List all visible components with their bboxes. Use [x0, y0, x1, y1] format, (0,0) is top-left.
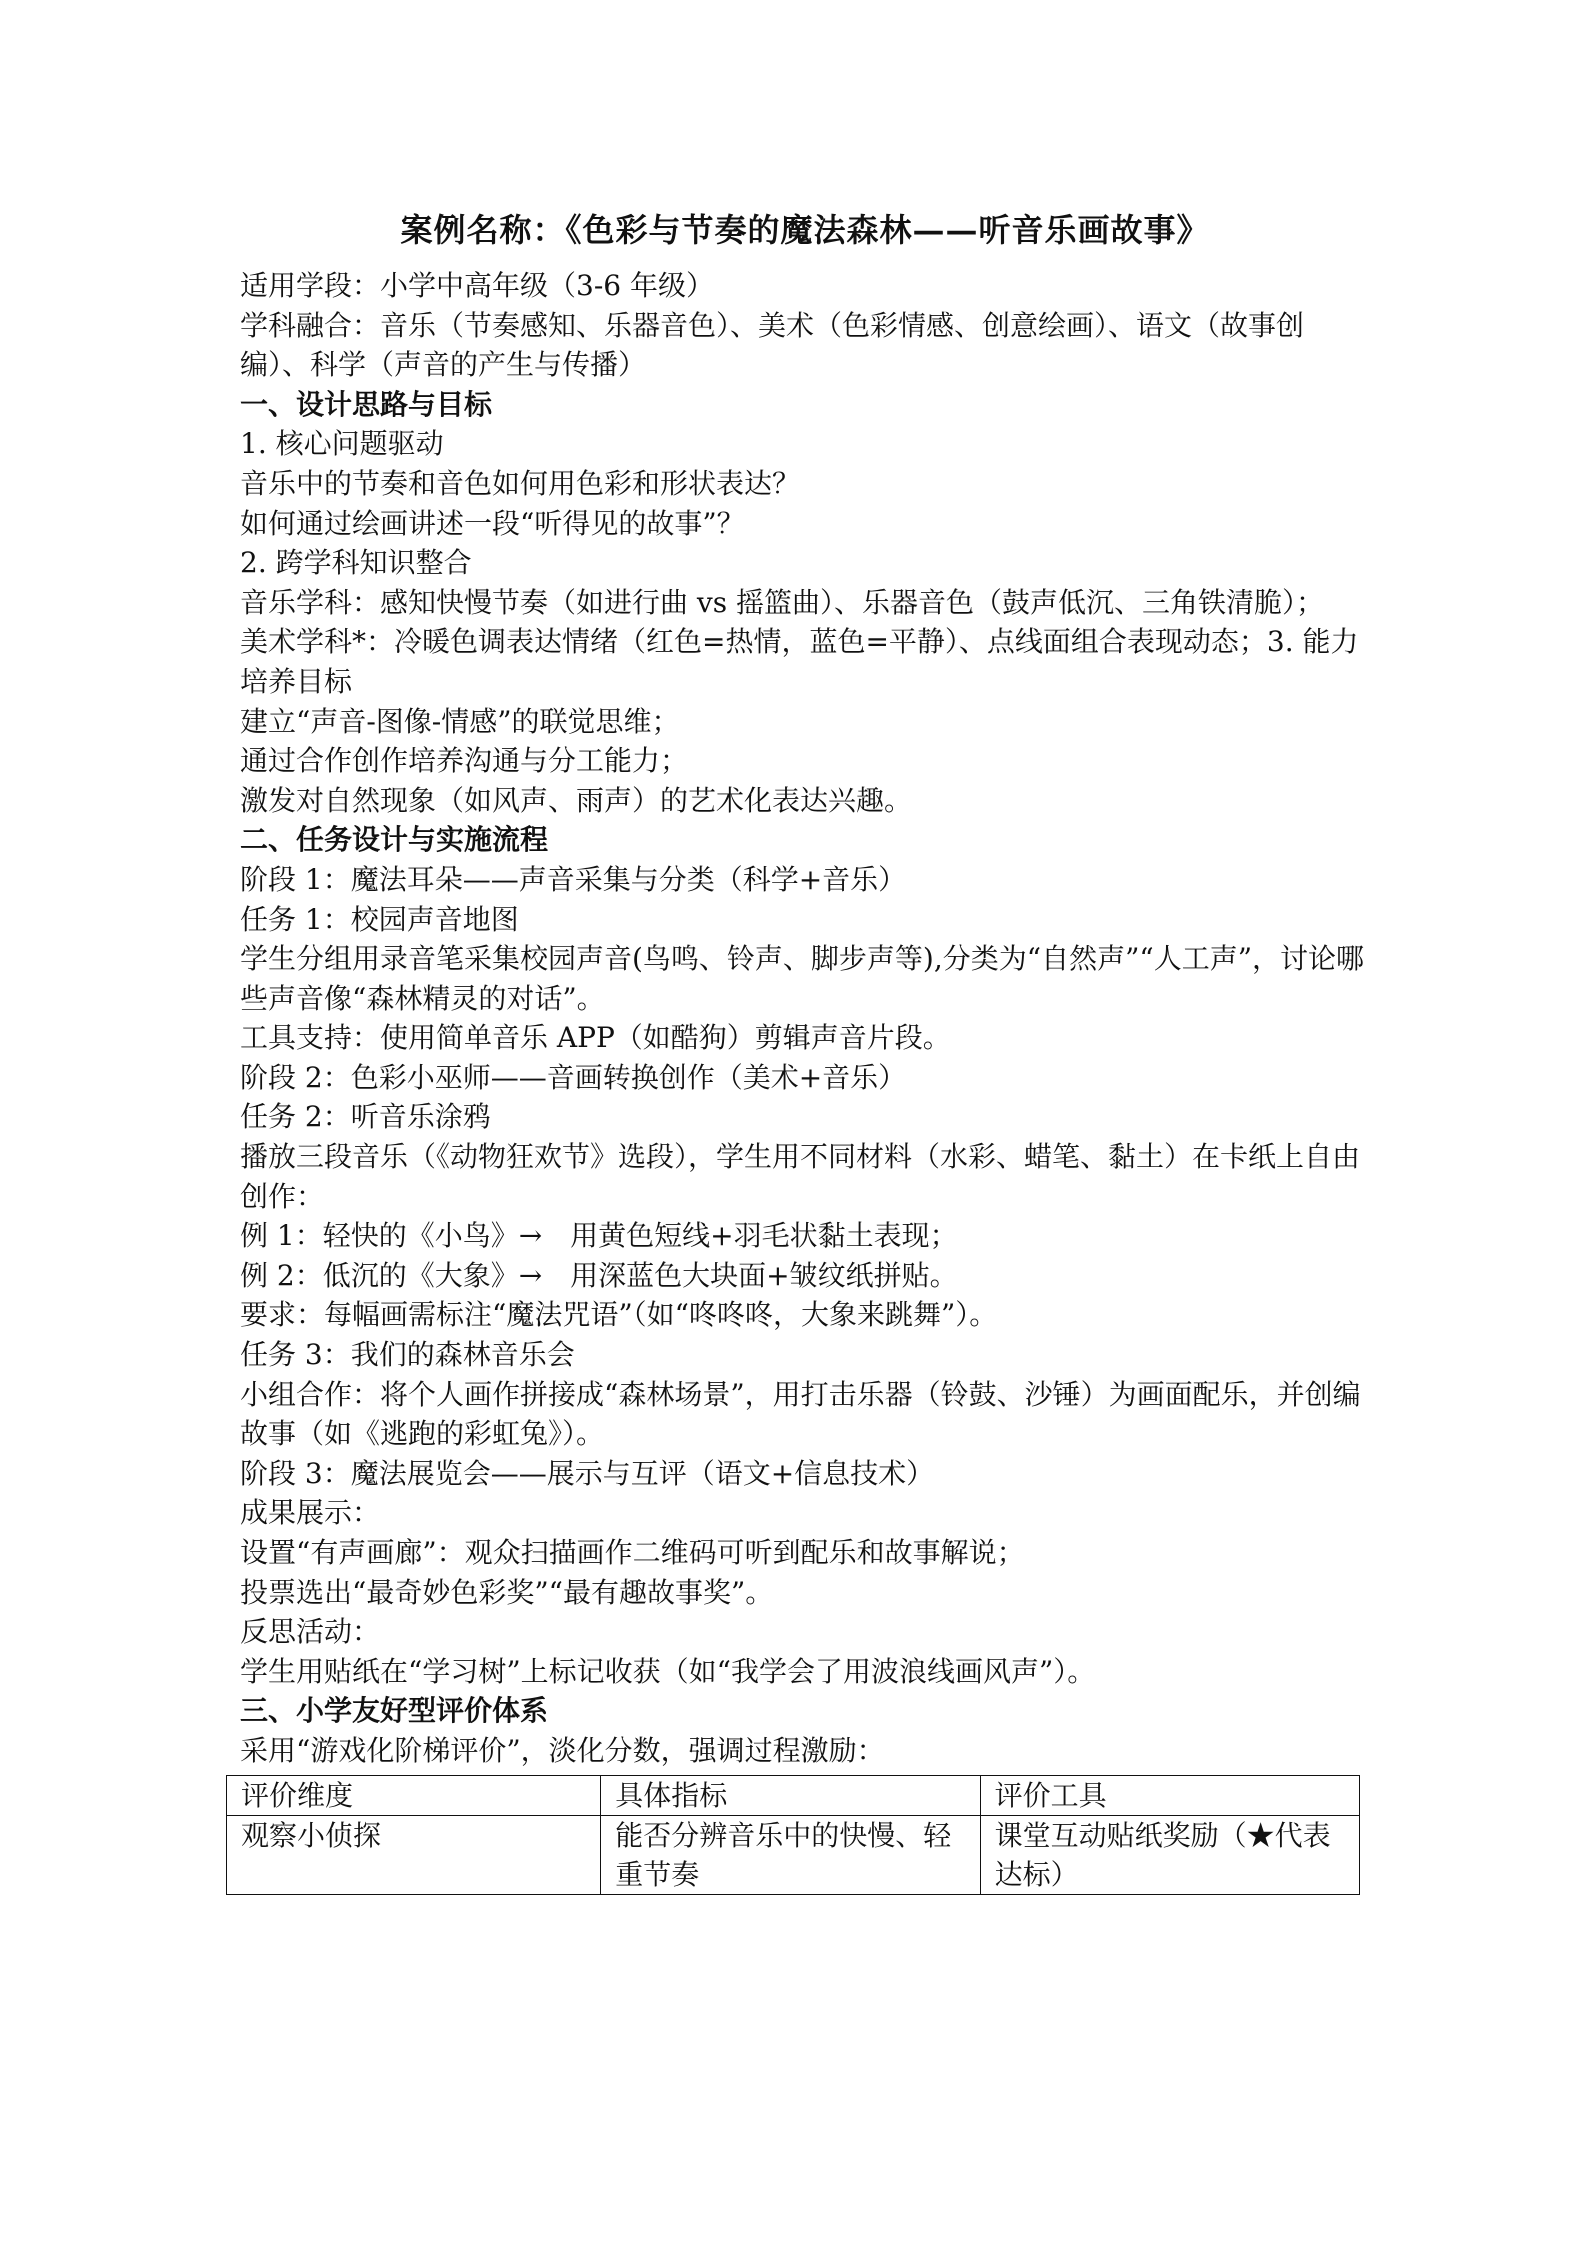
paragraph: 音乐学科：感知快慢节奏（如进行曲 vs 摇篮曲）、乐器音色（鼓声低沉、三角铁清脆）； — [240, 585, 1324, 619]
paragraph: 阶段 2：色彩小巫师——音画转换创作（美术+音乐） — [240, 1060, 907, 1094]
paragraph: 设置“有声画廊”：观众扫描画作二维码可听到配乐和故事解说； — [240, 1536, 1025, 1569]
paragraph: 阶段 3：魔法展览会——展示与互评（语文+信息技术） — [240, 1456, 935, 1490]
paragraph: 如何通过绘画讲述一段“听得见的故事”？ — [240, 506, 745, 540]
paragraph: 2. 跨学科知识整合 — [240, 546, 472, 580]
section-heading: 一、设计思路与目标 — [240, 387, 493, 421]
paragraph: 学科融合：音乐（节奏感知、乐器音色）、美术（色彩情感、创意绘画）、语文（故事创编）、科学（声音的产生与传播） — [240, 308, 1305, 382]
paragraph: 阶段 1：魔法耳朵——声音采集与分类（科学+音乐） — [240, 862, 907, 896]
document-title: 案例名称：《色彩与节奏的魔法森林——听音乐画故事》 — [400, 211, 1210, 249]
section-heading: 三、小学友好型评价体系 — [240, 1694, 549, 1728]
document-body — [240, 266, 1370, 1771]
paragraph: 激发对自然现象（如风声、雨声）的艺术化表达兴趣。 — [240, 783, 913, 817]
table-cell: 观察小侦探 — [227, 1815, 601, 1894]
paragraph: 任务 1：校园声音地图 — [240, 902, 519, 936]
paragraph: 音乐中的节奏和音色如何用色彩和形状表达？ — [240, 466, 801, 500]
paragraph: 工具支持：使用简单音乐 APP（如酷狗）剪辑声音片段。 — [240, 1021, 951, 1055]
paragraph: 建立“声音-图像-情感”的联觉思维； — [240, 704, 680, 738]
paragraph: 成果展示： — [240, 1496, 381, 1530]
paragraph: 美术学科*：冷暖色调表达情绪（红色=热情，蓝色=平静）、点线面组合表现动态；3. 能力培养目标 — [240, 625, 1359, 698]
document-page — [240, 208, 1370, 1895]
paragraph: 播放三段音乐（《动物狂欢节》选段），学生用不同材料（水彩、蜡笔、黏土）在卡纸上自由创作： — [240, 1140, 1361, 1213]
table-header-cell: 评价工具 — [980, 1775, 1359, 1815]
paragraph: 学生用贴纸在“学习树”上标记收获（如“我学会了用波浪线画风声”）。 — [240, 1654, 1096, 1688]
paragraph: 要求：每幅画需标注“魔法咒语”（如“咚咚咚，大象来跳舞”）。 — [240, 1298, 998, 1332]
paragraph: 通过合作创作培养沟通与分工能力； — [240, 744, 689, 778]
paragraph: 任务 3：我们的森林音乐会 — [240, 1338, 575, 1372]
paragraph: 1. 核心问题驱动 — [240, 427, 444, 461]
table-header-cell: 具体指标 — [601, 1775, 980, 1815]
paragraph: 反思活动： — [240, 1615, 381, 1649]
table-cell: 课堂互动贴纸奖励（★代表达标） — [980, 1815, 1359, 1894]
paragraph: 例 2：低沉的《大象》→ 用深蓝色大块面+皱纹纸拼贴。 — [240, 1258, 958, 1292]
table-cell: 能否分辨音乐中的快慢、轻重节奏 — [601, 1815, 980, 1894]
table-header-row — [227, 1775, 1360, 1815]
section-heading: 二、任务设计与实施流程 — [240, 823, 549, 857]
table-row — [227, 1815, 1360, 1894]
paragraph: 例 1：轻快的《小鸟》→ 用黄色短线+羽毛状黏土表现； — [240, 1219, 958, 1253]
paragraph: 任务 2：听音乐涂鸦 — [240, 1100, 491, 1134]
paragraph: 学生分组用录音笔采集校园声音(鸟鸣、铃声、脚步声等),分类为“自然声”“人工声”，讨论哪些声音像“森林精灵的对话”。 — [240, 942, 1365, 1015]
paragraph: 适用学段：小学中高年级（3-6 年级） — [240, 269, 714, 302]
paragraph: 投票选出“最奇妙色彩奖”“最有趣故事奖”。 — [240, 1575, 774, 1609]
table-header-cell: 评价维度 — [227, 1775, 601, 1815]
paragraph: 采用“游戏化阶梯评价”，淡化分数，强调过程激励： — [240, 1733, 885, 1767]
evaluation-table — [226, 1775, 1360, 1895]
paragraph: 小组合作：将个人画作拼接成“森林场景”，用打击乐器（铃鼓、沙锤）为画面配乐，并创编故事（如《逃跑的彩虹兔》）。 — [240, 1377, 1361, 1451]
